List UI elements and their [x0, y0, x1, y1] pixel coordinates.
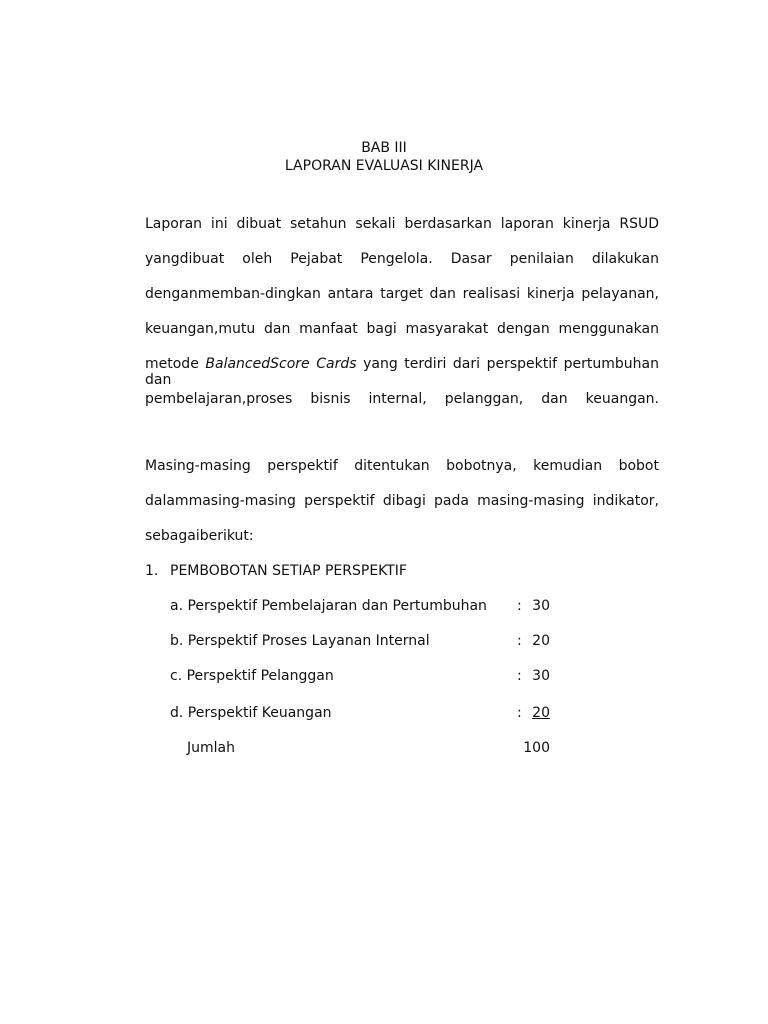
- paragraph-line: dalammasing-masing perspektif dibagi pada masing-masing indikator,: [145, 493, 659, 509]
- chapter-heading: BAB III: [361, 140, 407, 156]
- page-title: LAPORAN EVALUASI KINERJA: [284, 158, 484, 174]
- weight-colon: :: [517, 633, 522, 649]
- paragraph-line: pembelajaran,proses bisnis internal, pelanggan, dan keuangan.: [145, 391, 659, 407]
- weight-value: 20: [532, 633, 550, 649]
- paragraph-text: metode: [145, 356, 206, 372]
- section-number: 1.: [145, 563, 159, 579]
- weight-label: c. Perspektif Pelanggan: [170, 668, 334, 684]
- italic-term: BalancedScore Cards: [205, 356, 357, 372]
- paragraph-line: denganmemban-dingkan antara target dan realisasi kinerja pelayanan,: [145, 286, 659, 302]
- weight-label: a. Perspektif Pembelajaran dan Pertumbuhan: [170, 598, 487, 614]
- paragraph-line: sebagaiberikut:: [145, 528, 254, 544]
- section-title: PEMBOBOTAN SETIAP PERSPEKTIF: [170, 563, 407, 579]
- paragraph-text: yang terdiri dari perspektif pertumbuhan dan: [145, 356, 660, 388]
- weight-value: 30: [532, 598, 550, 614]
- total-label: Jumlah: [187, 740, 235, 756]
- weight-value: 30: [532, 668, 550, 684]
- weight-label: b. Perspektif Proses Layanan Internal: [170, 633, 430, 649]
- weight-colon: :: [517, 668, 522, 684]
- weight-value-underlined: 20: [532, 705, 550, 721]
- paragraph-line: keuangan,mutu dan manfaat bagi masyarakat dengan menggunakan: [145, 321, 659, 337]
- weight-label: d. Perspektif Keuangan: [170, 705, 332, 721]
- paragraph-line: Masing-masing perspektif ditentukan bobotnya, kemudian bobot: [145, 458, 659, 474]
- weight-colon: :: [517, 705, 522, 721]
- paragraph-line: Laporan ini dibuat setahun sekali berdasarkan laporan kinerja RSUD: [145, 216, 659, 232]
- paragraph-line: yangdibuat oleh Pejabat Pengelola. Dasar penilaian dilakukan: [145, 251, 659, 267]
- paragraph-line: [145, 356, 659, 388]
- total-value: 100: [523, 740, 550, 756]
- weight-colon: :: [517, 598, 522, 614]
